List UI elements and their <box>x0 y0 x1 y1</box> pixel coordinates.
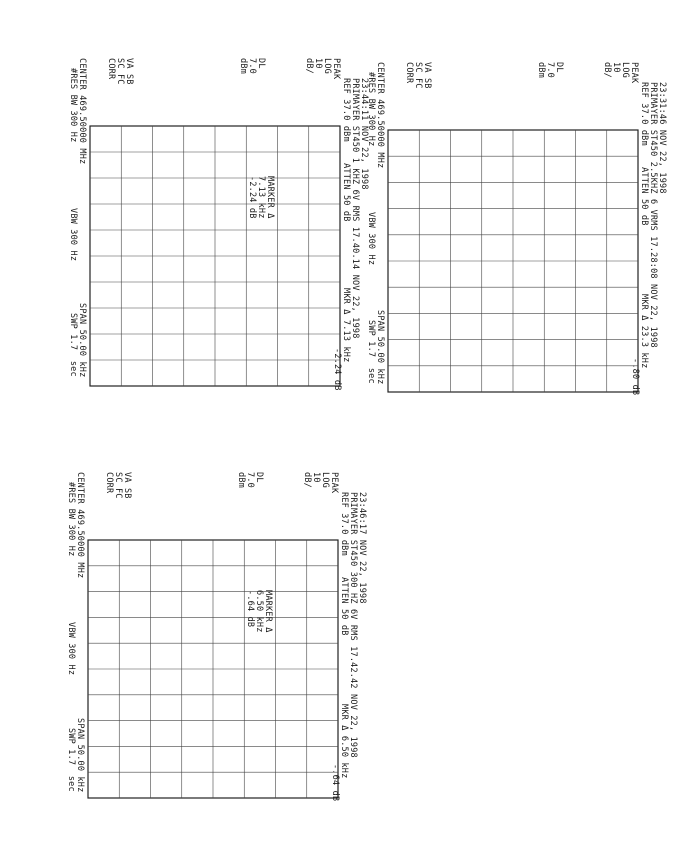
marker-box-level: -2.24 dB <box>247 176 257 219</box>
scale-div: 10 <box>311 472 321 483</box>
span: SPAN 50.00 kHz <box>375 310 385 385</box>
ref-level: REF 37.0 dBm ATTEN 50 dB <box>341 78 351 222</box>
marker-box-freq: 7.13 kHz <box>256 176 266 219</box>
scale-div: 10 <box>313 58 323 69</box>
spectrum-plot-2-5khz <box>358 62 668 402</box>
marker-delta-label: MKR Δ 7.13 kHz <box>341 288 351 363</box>
scale-div: 10 <box>611 62 621 73</box>
corr: CORR <box>106 58 116 80</box>
timestamp: 23:31:46 NOV 22, 1998 <box>657 82 667 194</box>
scale-log: LOG <box>320 472 330 488</box>
display-line-unit: dBm <box>536 62 546 78</box>
span: SPAN 50.00 kHz <box>77 303 87 378</box>
sc-fc: SC FC <box>115 58 125 85</box>
va-sb: VA SB <box>124 58 134 85</box>
display-line-value: 7.0 <box>247 58 257 74</box>
marker-delta-label: MKR Δ 6.50 kHz <box>339 704 349 779</box>
display-line-unit: dBm <box>238 58 248 74</box>
resolution-bandwidth: #RES BW 300 Hz <box>66 482 76 557</box>
scale-log: LOG <box>322 58 332 74</box>
video-bandwidth: VBW 300 Hz <box>366 212 376 266</box>
scale-unit: dB/ <box>602 62 612 78</box>
scale-peak: PEAK <box>331 58 341 80</box>
span: SPAN 50.00 kHz <box>75 718 85 793</box>
corr: CORR <box>104 472 114 494</box>
marker-delta-label: MKR Δ 23.3 kHz <box>639 294 649 369</box>
sc-fc: SC FC <box>413 62 423 89</box>
title-line: PRIMAYER ST450 2.5KHZ 6 VRMS 17.28:08 NOV 22, 1998 <box>648 82 658 348</box>
plot-rotated <box>60 58 370 396</box>
spectrum-graticule <box>358 62 668 402</box>
spectrum-graticule <box>60 58 370 396</box>
corr: CORR <box>404 62 414 84</box>
marker-delta-value: -.64 dB <box>330 764 340 802</box>
spectrum-graticule <box>56 472 368 808</box>
sweep-time: SWP 1.7 sec <box>366 320 376 384</box>
va-sb: VA SB <box>422 62 432 89</box>
ref-level: REF 37.0 dBm ATTEN 50 dB <box>339 492 349 636</box>
scale-unit: dB/ <box>304 58 314 74</box>
va-sb: VA SB <box>122 472 132 499</box>
timestamp: 23:44:11 NOV 22, 1998 <box>359 78 369 190</box>
display-line-value: 7.0 <box>545 62 555 78</box>
center-frequency: CENTER 469.50000 MHz <box>75 472 85 579</box>
plot-rotated <box>358 62 668 402</box>
marker-box-label: MARKER Δ <box>265 176 275 219</box>
display-line-label: DL <box>254 472 264 483</box>
video-bandwidth: VBW 300 Hz <box>68 208 78 262</box>
scale-peak: PEAK <box>329 472 339 494</box>
marker-delta-value: -.80 dB <box>630 358 640 396</box>
marker-delta-value: -2.24 dB <box>332 348 342 391</box>
scale-log: LOG <box>620 62 630 78</box>
display-line-label: DL <box>256 58 266 69</box>
sweep-time: SWP 1.7 sec <box>66 728 76 792</box>
plot-rotated <box>56 472 368 808</box>
resolution-bandwidth: #RES BW 300 Hz <box>366 72 376 147</box>
sc-fc: SC FC <box>113 472 123 499</box>
title-line: PRIMAYER ST450 1 KHZ 6V RMS 17.40.14 NOV 22, 1998 <box>350 78 360 339</box>
title-line: PRIMAYER ST450 300 HZ 6V RMS 17.42.42 NOV 22, 1998 <box>348 492 358 758</box>
display-line-label: DL <box>554 62 564 73</box>
resolution-bandwidth: #RES BW 300 Hz <box>68 68 78 143</box>
scale-peak: PEAK <box>629 62 639 84</box>
sweep-time: SWP 1.7 sec <box>68 313 78 377</box>
ref-level: REF 37.0 dBm ATTEN 50 dB <box>639 82 649 226</box>
center-frequency: CENTER 469.50000 MHz <box>375 62 385 169</box>
display-line-value: 7.0 <box>245 472 255 488</box>
marker-box-freq: 6.50 kHz <box>254 590 264 633</box>
timestamp: 23:46:17 NOV 22, 1998 <box>357 492 367 604</box>
spectrum-plot-300hz <box>56 472 368 808</box>
display-line-unit: dBm <box>236 472 246 488</box>
marker-box-level: -.64 dB <box>245 590 255 628</box>
marker-box-label: MARKER Δ <box>263 590 273 633</box>
scale-unit: dB/ <box>302 472 312 488</box>
spectrum-plot-1khz <box>60 58 370 396</box>
video-bandwidth: VBW 300 Hz <box>66 622 76 676</box>
center-frequency: CENTER 469.50000 MHz <box>77 58 87 165</box>
